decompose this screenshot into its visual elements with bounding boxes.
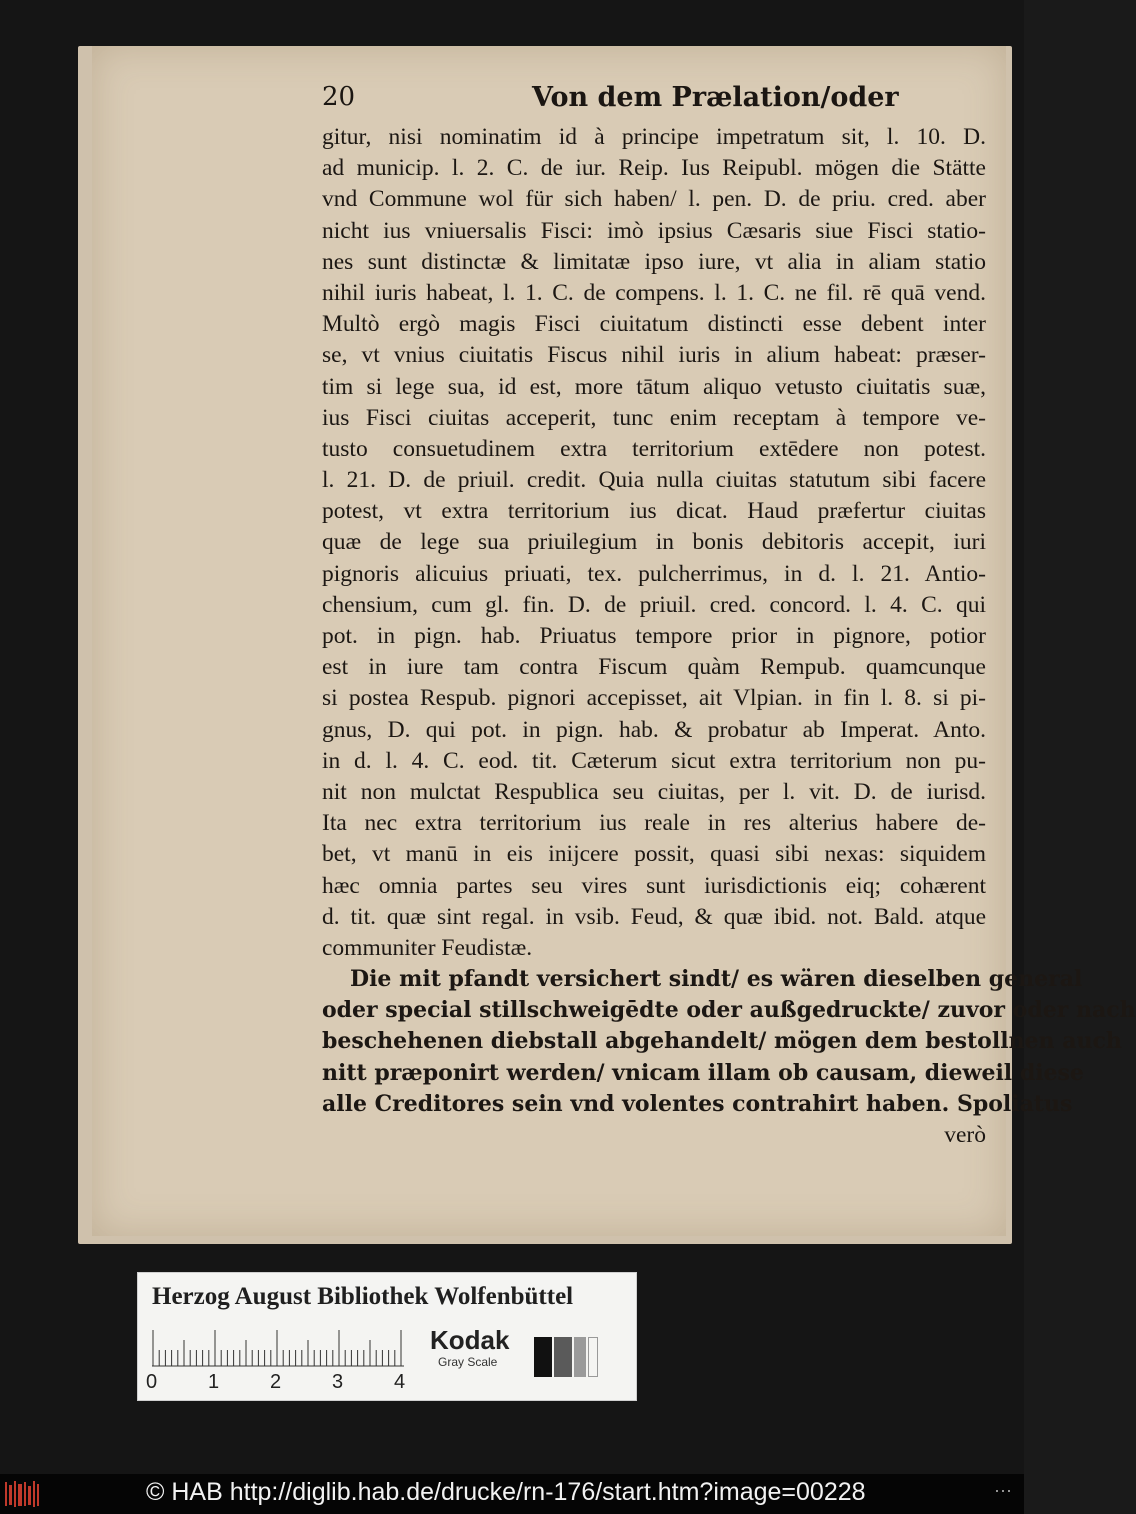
text-line: potest, vt extra territorium ius dicat. Haud præfertur ciuitas xyxy=(322,498,986,525)
text-line: d. tit. quæ sint regal. in vsib. Feud, & quæ ibid. not. Bald. atque xyxy=(322,903,986,930)
text-line-gothic: beschehenen diebstall abgehandelt/ mögen dem bestollnen auch xyxy=(322,1028,1122,1055)
ruler-number: 3 xyxy=(332,1371,344,1393)
page-number: 20 xyxy=(322,82,356,112)
text-line: tusto consuetudinem extra territorium extēdere non potest. xyxy=(322,435,986,462)
gray-scale-swatches xyxy=(534,1337,600,1377)
hab-barcode-logo-icon xyxy=(4,1479,40,1509)
text-line: est in iure tam contra Fiscum quàm Rempub. quamcunque xyxy=(322,654,986,681)
text-line: pot. in pign. hab. Priuatus tempore prior in pignore, potior xyxy=(322,623,986,649)
footer-bar xyxy=(0,1474,1024,1514)
catchword: verò xyxy=(944,1122,986,1148)
text-line: bet, vt manū in eis inijcere possit, quasi sibi nexas: siquidem xyxy=(322,841,986,868)
text-line: pignoris alicuius priuati, tex. pulcherrimus, in d. l. 21. Antio- xyxy=(322,560,986,587)
gray-swatch xyxy=(554,1337,572,1377)
text-line: nes sunt distinctæ & limitatæ ipso iure, vt alia in aliam statio xyxy=(322,248,986,275)
text-line: gnus, D. qui pot. in pign. hab. & probatur ab Imperat. Anto. xyxy=(322,716,986,743)
running-head: Von dem Prælation/oder xyxy=(532,82,899,113)
text-line: l. 21. D. de priuil. credit. Quia nulla ciuitas statutum sibi facere xyxy=(322,467,986,494)
page-text xyxy=(322,122,1136,1151)
text-line: Ita nec extra territorium ius reale in res alterius habere de- xyxy=(322,810,986,837)
text-line: in d. l. 4. C. eod. tit. Cæterum sicut extra territorium non pu- xyxy=(322,747,986,774)
text-line: nihil iuris habeat, l. 1. C. de compens. l. 1. C. ne fil. rē quā vend. xyxy=(322,279,986,306)
text-line: vnd Commune wol für sich haben/ l. pen. D. de priu. cred. aber xyxy=(322,186,986,213)
ruler-number: 4 xyxy=(394,1371,406,1393)
more-menu-icon[interactable]: ··· xyxy=(994,1480,1012,1500)
gray-swatch xyxy=(574,1337,586,1377)
text-line: gitur, nisi nominatim id à principe impetratum sit, l. 10. D. xyxy=(322,124,986,150)
library-label-card xyxy=(137,1272,637,1401)
text-line: se, vt vnius ciuitatis Fiscus nihil iuris in alium habeat: præser- xyxy=(322,342,986,369)
gray-swatch xyxy=(588,1337,598,1377)
library-name: Herzog August Bibliothek Wolfenbüttel xyxy=(152,1283,574,1310)
text-line: ius Fisci ciuitas acceperit, tunc enim receptam à tempore ve- xyxy=(322,404,986,431)
text-line-gothic: oder special stillschweigēdte oder außgedruckte/ zuvor oder nach xyxy=(322,997,1136,1024)
copyright-url: © HAB http://diglib.hab.de/drucke/rn-176/start.htm?image=00228 xyxy=(146,1478,866,1506)
text-line-gothic: nitt præponirt werden/ vnicam illam ob causam, dieweil diese xyxy=(322,1059,1084,1086)
text-line-gothic: alle Creditores sein vnd volentes contrahirt haben. Spoliatus xyxy=(322,1090,1073,1117)
ruler-numbers xyxy=(146,1371,426,1393)
ruler-number: 2 xyxy=(270,1371,282,1393)
text-line: chensium, cum gl. fin. D. de priuil. cred. concord. l. 4. C. qui xyxy=(322,591,986,618)
gray-swatch xyxy=(534,1337,552,1377)
text-line: hæc omnia partes seu vires sunt iurisdictionis eiq; cohærent xyxy=(322,872,986,899)
text-line: communiter Feudistæ. xyxy=(322,934,533,961)
text-line-gothic: Die mit pfandt versichert sindt/ es wären dieselben general xyxy=(350,966,1083,993)
scale-ruler xyxy=(152,1327,410,1367)
ruler-number: 0 xyxy=(146,1371,158,1393)
text-line: Multò ergò magis Fisci ciuitatum distincti esse debent inter xyxy=(322,311,986,338)
text-line: nit non mulctat Respublica seu ciuitas, per l. vit. D. de iurisd. xyxy=(322,778,986,805)
text-line: tim si lege sua, id est, more tātum aliquo vetusto ciuitatis suæ, xyxy=(322,373,986,400)
text-line: si postea Respub. pignori accepisset, ait Vlpian. in fin l. 8. si pi- xyxy=(322,685,986,712)
text-line: quæ de lege sua priuilegium in bonis debitoris accepit, iuri xyxy=(322,529,986,556)
text-line: nicht ius vniuersalis Fisci: imò ipsius Cæsaris siue Fisci statio- xyxy=(322,217,986,244)
text-line: ad municip. l. 2. C. de iur. Reip. Ius Reipubl. mögen die Stätte xyxy=(322,155,986,182)
ruler-number: 1 xyxy=(208,1371,220,1393)
kodak-logo: Kodak xyxy=(430,1325,510,1355)
page-header xyxy=(322,82,992,118)
gray-scale-label: Gray Scale xyxy=(438,1355,498,1369)
